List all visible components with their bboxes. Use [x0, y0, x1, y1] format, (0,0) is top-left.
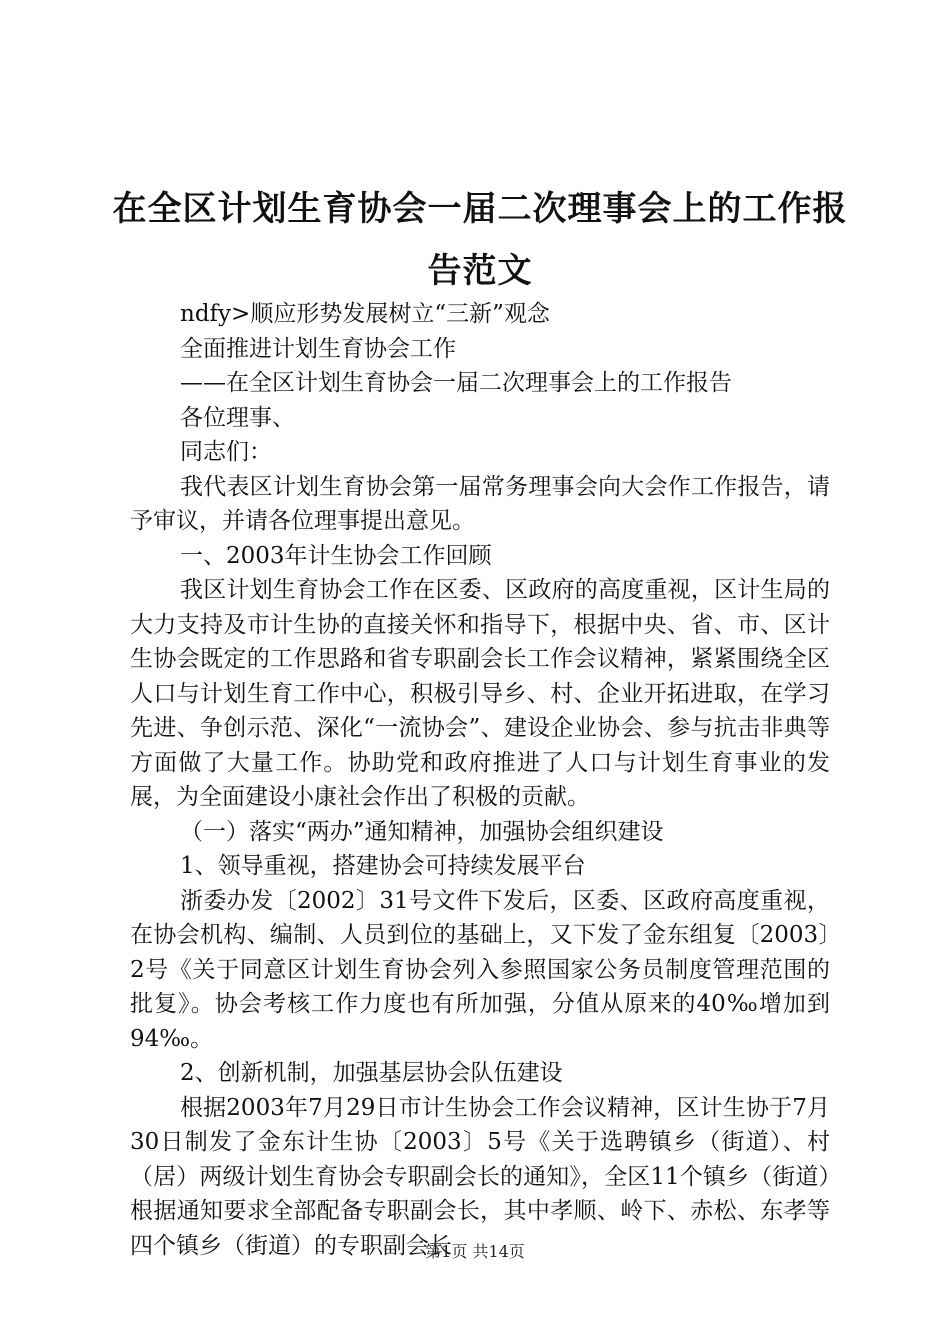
- paragraph: ndfy>顺应形势发展树立“三新”观念: [180, 301, 550, 327]
- paragraph: 各位理事、: [180, 404, 295, 431]
- paragraph: ——在全区计划生育协会一届二次理事会上的工作报告: [180, 370, 732, 396]
- paragraph: 根据2003年7月29日市计生协会工作会议精神，区计生协于7月30日制发了金东计生协〔2003〕5号《关于选聘镇乡（街道）、村（居）两级计划生育协会专职副会长的通知》，全区11个镇乡（街道）根据通知要求全部配备专职副会长，其中孝顺、岭下、赤松、东孝等四个镇乡（街道）的专职副会长: [130, 1094, 830, 1259]
- paragraph: 我代表区计划生育协会第一届常务理事会向大会作工作报告，请予审议，并请各位理事提出意见。: [130, 473, 830, 534]
- paragraph: 我区计划生育协会工作在区委、区政府的高度重视，区计生局的大力支持及市计生协的直接关怀和指导下，根据中央、省、市、区计生协会既定的工作思路和省专职副会长工作会议精神，紧紧围绕全区人口与计划生育工作中心，积极引导乡、村、企业开拓进取，在学习先进、争创示范、深化“一流协会”、建设企业协会、参与抗击非典等方面做了大量工作。协助党和政府推进了人口与计划生育事业的发展，为全面建设小康社会作出了积极的贡献。: [130, 577, 830, 810]
- paragraph: 浙委办发〔2002〕31号文件下发后，区委、区政府高度重视，在协会机构、编制、人员到位的基础上，又下发了金东组复〔2003〕2号《关于同意区计划生育协会列入参照国家公务员制度管理范围的批复》。协会考核工作力度也有所加强，分值从原来的40‰增加到94‰。: [130, 887, 830, 1052]
- page-number: 第1页 共14页: [425, 1242, 525, 1261]
- section-heading: 一、2003年计生协会工作回顾: [180, 542, 492, 569]
- paragraph: 全面推进计划生育协会工作: [180, 335, 456, 362]
- subsection-heading: 2、创新机制，加强基层协会队伍建设: [180, 1060, 563, 1086]
- paragraph: 同志们：: [180, 439, 272, 465]
- subsection-heading: 1、领导重视，搭建协会可持续发展平台: [180, 853, 586, 879]
- document-title: 在全区计划生育协会一届二次理事会上的工作报告范文: [112, 189, 848, 291]
- subsection-heading: （一）落实“两办”通知精神，加强协会组织建设: [180, 818, 664, 845]
- document-body: [130, 297, 830, 1263]
